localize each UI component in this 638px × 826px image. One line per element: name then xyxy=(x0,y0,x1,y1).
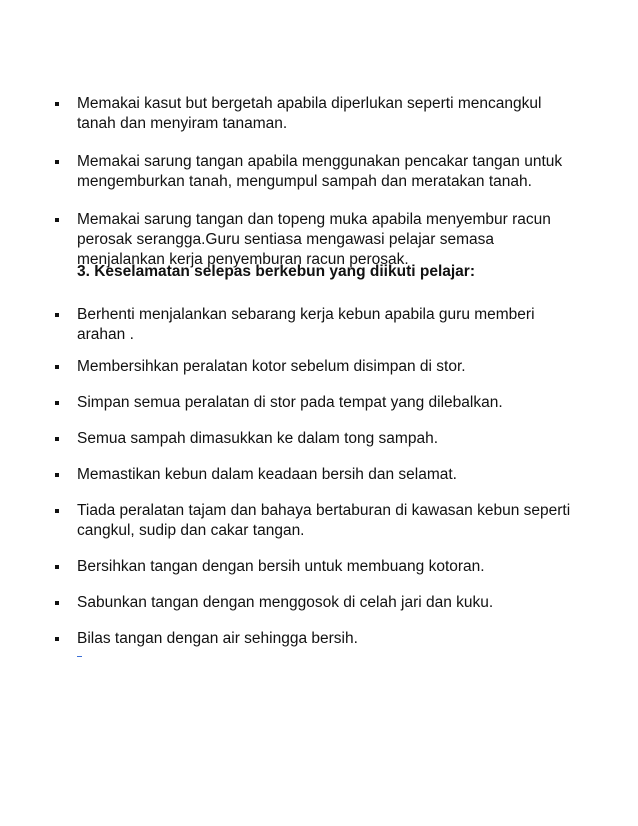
list-item-text: Memastikan kebun dalam keadaan bersih dan selamat. xyxy=(77,466,457,483)
list-item xyxy=(55,465,575,485)
list-item-text: Memakai sarung tangan dan topeng muka apabila menyembur racun perosak serangga.Guru sentiasa mengawasi pelajar semasa menjalankan kerja penyemburan racun perosak. xyxy=(77,211,551,268)
list-item-text: Bilas tangan dengan air sehingga bersih. xyxy=(77,630,358,647)
link-underline-fragment[interactable] xyxy=(77,656,82,657)
list-item xyxy=(55,629,575,649)
list-item-text: Semua sampah dimasukkan ke dalam tong sampah. xyxy=(77,430,439,447)
bullet-icon xyxy=(55,473,59,477)
list-item xyxy=(55,393,575,413)
list-item-text: Memakai kasut but bergetah apabila diperlukan seperti mencangkul tanah dan menyiram tanaman. xyxy=(77,95,542,132)
list-item-text: Membersihkan peralatan kotor sebelum disimpan di stor. xyxy=(77,358,466,375)
bullet-icon xyxy=(55,102,59,106)
bullet-icon xyxy=(55,437,59,441)
bullet-icon xyxy=(55,313,59,317)
list-item-text: Memakai sarung tangan apabila menggunakan pencakar tangan untuk mengemburkan tanah, mengumpul sampah dan meratakan tanah. xyxy=(77,153,563,190)
safety-list-before xyxy=(55,94,575,270)
list-item xyxy=(55,305,575,345)
list-item-text: Bersihkan tangan dengan bersih untuk membuang kotoran. xyxy=(77,558,485,575)
list-item xyxy=(55,557,575,577)
bullet-icon xyxy=(55,637,59,641)
list-item-text: Sabunkan tangan dengan menggosok di celah jari dan kuku. xyxy=(77,594,494,611)
bullet-icon xyxy=(55,365,59,369)
bullet-icon xyxy=(55,509,59,513)
list-item xyxy=(55,94,575,134)
list-item xyxy=(55,357,575,377)
bullet-icon xyxy=(55,160,59,164)
list-item xyxy=(55,501,575,541)
bullet-icon xyxy=(55,565,59,569)
list-item xyxy=(55,593,575,613)
list-item xyxy=(55,210,575,270)
list-item-text: Tiada peralatan tajam dan bahaya bertaburan di kawasan kebun seperti cangkul, sudip dan cakar tangan. xyxy=(77,502,571,539)
list-item xyxy=(55,429,575,449)
bullet-icon xyxy=(55,401,59,405)
list-item-text: Simpan semua peralatan di stor pada tempat yang dilebalkan. xyxy=(77,394,503,411)
list-item-text: Berhenti menjalankan sebarang kerja kebun apabila guru memberi arahan . xyxy=(77,306,535,343)
list-item xyxy=(55,152,575,192)
safety-list-after xyxy=(55,305,575,649)
bullet-icon xyxy=(55,218,59,222)
bullet-icon xyxy=(55,601,59,605)
section-heading: 3. Keselamatan selepas berkebun yang diikuti pelajar: xyxy=(77,263,475,280)
